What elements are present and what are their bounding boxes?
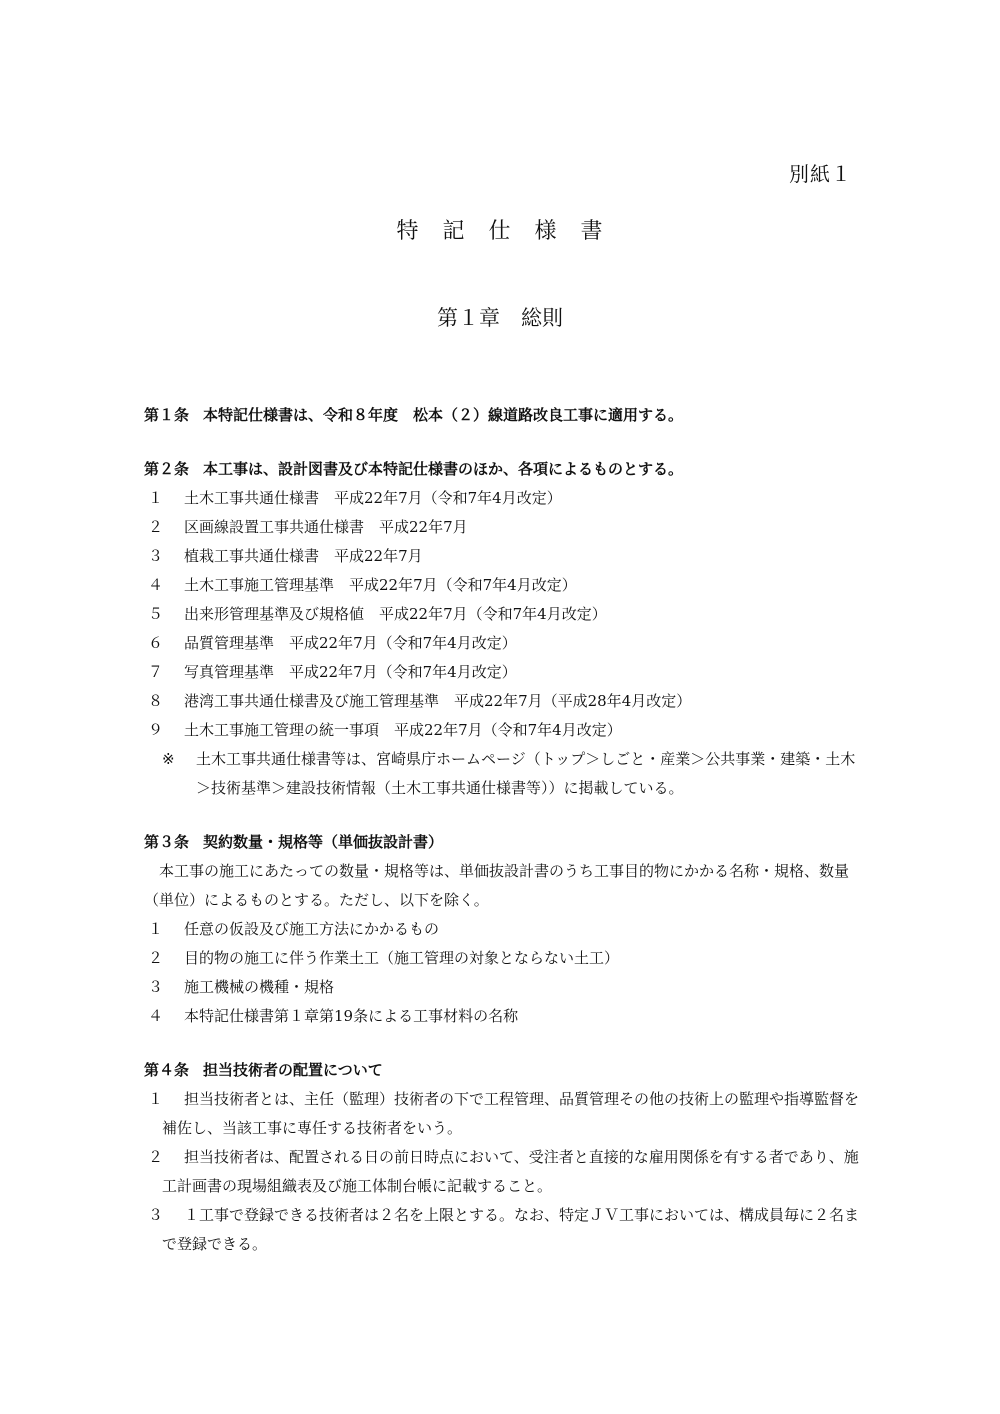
item-number: ３ [148, 978, 164, 996]
list-item [144, 658, 860, 687]
list-item [144, 629, 860, 658]
item-text: 担当技術者とは、主任（監理）技術者の下で工程管理、品質管理その他の技術上の監理や指導監督を補佐し、当該工事に専任する技術者をいう。 [162, 1090, 860, 1137]
list-item [144, 1002, 860, 1031]
note-mark: ※ [162, 750, 175, 768]
list-item [144, 1085, 860, 1143]
list-item [144, 513, 860, 542]
article-3 [144, 827, 860, 1031]
item-text: 土木工事施工管理基準 平成22年7月（令和7年4月改定） [184, 576, 577, 594]
list-item [144, 915, 860, 944]
item-number: ２ [148, 1148, 164, 1166]
item-number: ３ [148, 1206, 164, 1224]
document-title: 特 記 仕 様 書 [396, 219, 604, 244]
item-number: １ [148, 920, 164, 938]
chapter-title: 第１章 総則 [437, 306, 563, 330]
item-text: 土木工事施工管理の統一事項 平成22年7月（令和7年4月改定） [184, 721, 622, 739]
list-item [144, 687, 860, 716]
article-paragraph: 本工事の施工にあたっての数量・規格等は、単価抜設計書のうち工事目的物にかかる名称・規格、数量（単位）によるものとする。ただし、以下を除く。 [144, 862, 850, 909]
item-text: 土木工事共通仕様書 平成22年7月（令和7年4月改定） [184, 489, 562, 507]
article-heading-text: 担当技術者の配置について [203, 1061, 383, 1079]
item-number: ４ [148, 1007, 164, 1025]
article-heading-text: 契約数量・規格等（単価抜設計書） [203, 833, 444, 851]
note-text: 土木工事共通仕様書等は、宮崎県庁ホームページ（トップ＞しごと・産業＞公共事業・建築・土木＞技術基準＞建設技術情報（土木工事共通仕様書等））に掲載している。 [196, 750, 856, 797]
list-item [144, 571, 860, 600]
list-item [144, 1143, 860, 1201]
article-1 [144, 400, 860, 430]
article-heading [144, 1055, 860, 1085]
article-number: 第４条 [144, 1061, 190, 1079]
item-text: 任意の仮設及び施工方法にかかるもの [184, 920, 440, 938]
article-heading [144, 827, 860, 857]
article-heading [144, 454, 860, 484]
item-text: 品質管理基準 平成22年7月（令和7年4月改定） [184, 634, 517, 652]
list-item [144, 944, 860, 973]
item-number: ２ [148, 518, 164, 536]
article-number: 第１条 [144, 406, 190, 424]
item-number: ３ [148, 547, 164, 565]
item-text: 担当技術者は、配置される日の前日時点において、受注者と直接的な雇用関係を有する者であり、施工計画書の現場組織表及び施工体制台帳に記載すること。 [162, 1148, 859, 1195]
list-item [144, 716, 860, 745]
list-item [144, 1201, 860, 1259]
item-text: １工事で登録できる技術者は２名を上限とする。なお、特定ＪＶ工事においては、構成員毎に２名まで登録できる。 [162, 1206, 860, 1253]
item-text: 目的物の施工に伴う作業土工（施工管理の対象とならない土工） [184, 949, 620, 967]
list-item [144, 973, 860, 1002]
item-text: 施工機械の機種・規格 [184, 978, 335, 996]
item-text: 出来形管理基準及び規格値 平成22年7月（令和7年4月改定） [184, 605, 607, 623]
article-4 [144, 1055, 860, 1259]
article-heading [144, 400, 860, 430]
article-number: 第３条 [144, 833, 190, 851]
note [144, 745, 860, 803]
article-heading-text: 本工事は、設計図書及び本特記仕様書のほか、各項によるものとする。 [203, 460, 684, 478]
list-item [144, 484, 860, 513]
item-number: １ [148, 489, 164, 507]
item-text: 区画線設置工事共通仕様書 平成22年7月 [184, 518, 468, 536]
document-body [144, 400, 860, 1259]
item-number: ４ [148, 576, 164, 594]
item-number: １ [148, 1090, 164, 1108]
article-2 [144, 454, 860, 803]
item-text: 植栽工事共通仕様書 平成22年7月 [184, 547, 423, 565]
item-number: ８ [148, 692, 164, 710]
item-text: 写真管理基準 平成22年7月（令和7年4月改定） [184, 663, 517, 681]
list-item [144, 542, 860, 571]
attachment-label: 別紙１ [789, 162, 852, 186]
list-item [144, 600, 860, 629]
article-heading-text: 本特記仕様書は、令和８年度 松本（２）線道路改良工事に適用する。 [203, 406, 684, 424]
item-number: ６ [148, 634, 164, 652]
item-number: ２ [148, 949, 164, 967]
item-text: 港湾工事共通仕様書及び施工管理基準 平成22年7月（平成28年4月改定） [184, 692, 692, 710]
item-number: ７ [148, 663, 164, 681]
item-number: ５ [148, 605, 164, 623]
item-number: ９ [148, 721, 164, 739]
item-text: 本特記仕様書第１章第19条による工事材料の名称 [184, 1007, 519, 1025]
article-number: 第２条 [144, 460, 190, 478]
